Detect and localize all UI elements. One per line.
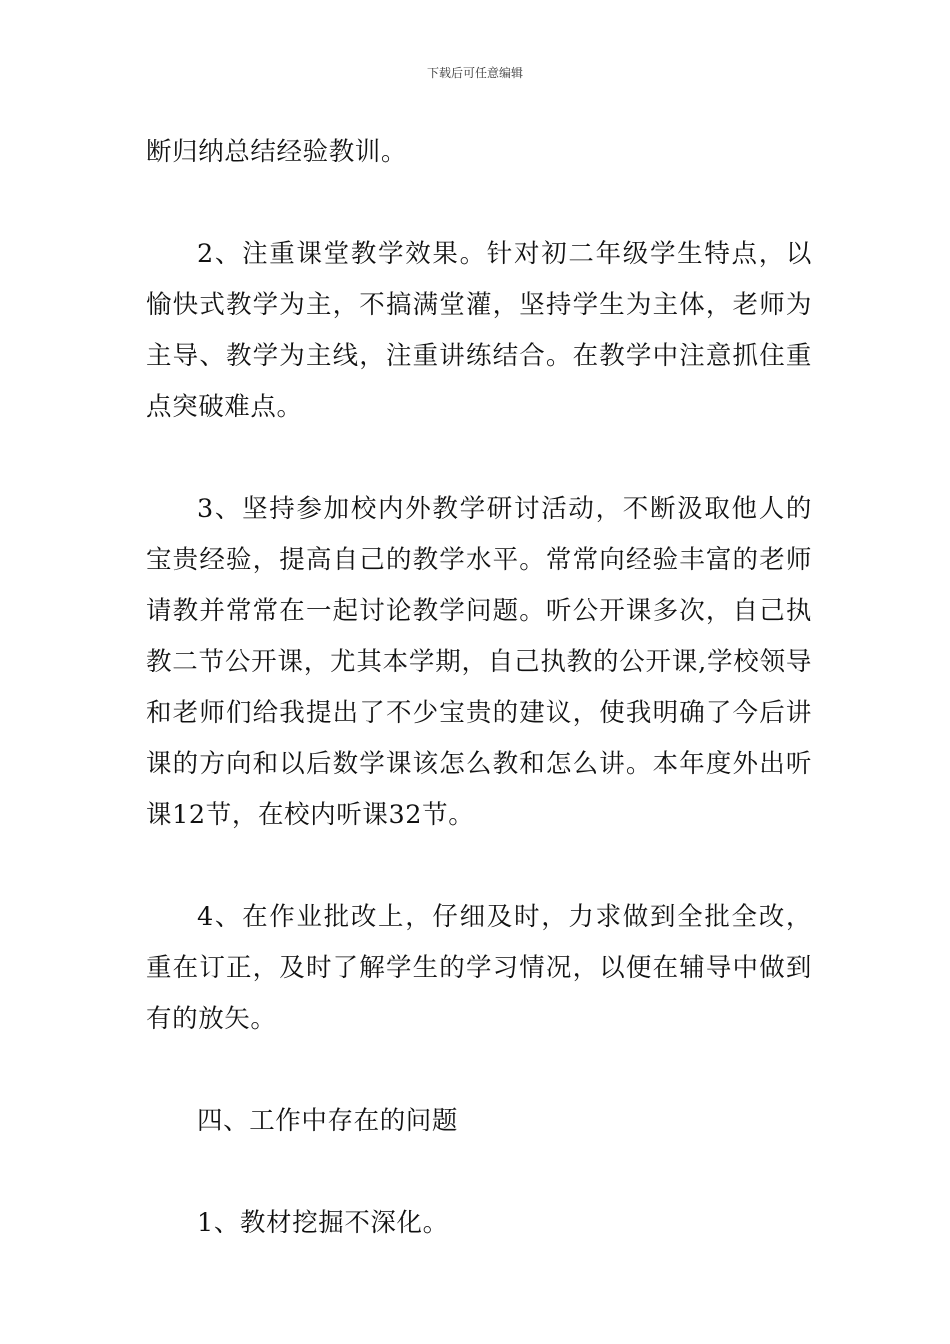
paragraph-gap <box>146 841 812 892</box>
paragraph-gap <box>146 178 812 229</box>
paragraph-gap <box>146 1147 812 1198</box>
paragraph-continuation: 断归纳总结经验教训。 <box>146 137 408 167</box>
paragraph-gap <box>146 1045 812 1096</box>
paragraph-gap <box>146 433 812 484</box>
section-heading: 四、工作中存在的问题 <box>197 1106 459 1136</box>
paragraph-item-1: 1、教材挖掘不深化。 <box>197 1208 449 1238</box>
page-header: 下载后可任意编辑 <box>426 66 523 80</box>
paragraph-item-2: 2、注重课堂教学效果。针对初二年级学生特点，以愉快式教学为主，不搞满堂灌，坚持学生为主体，老师为主导、教学为主线，注重讲练结合。在教学中注意抓住重点突破难点。 <box>146 239 812 422</box>
paragraph-item-3: 3、坚持参加校内外教学研讨活动，不断汲取他人的宝贵经验，提高自己的教学水平。常常向经验丰富的老师请教并常常在一起讨论教学问题。听公开课多次，自己执教二节公开课，尤其本学期，自己执教的公开课,学校领导和老师们给我提出了不少宝贵的建议，使我明确了今后讲课的方向和以后数学课该怎么教和怎么讲。本年度外出听课12节，在校内听课32节。 <box>146 494 812 830</box>
paragraph-item-4: 4、在作业批改上，仔细及时，力求做到全批全改，重在订正，及时了解学生的学习情况，以便在辅导中做到有的放矢。 <box>146 902 812 1034</box>
document-body <box>146 127 812 1249</box>
